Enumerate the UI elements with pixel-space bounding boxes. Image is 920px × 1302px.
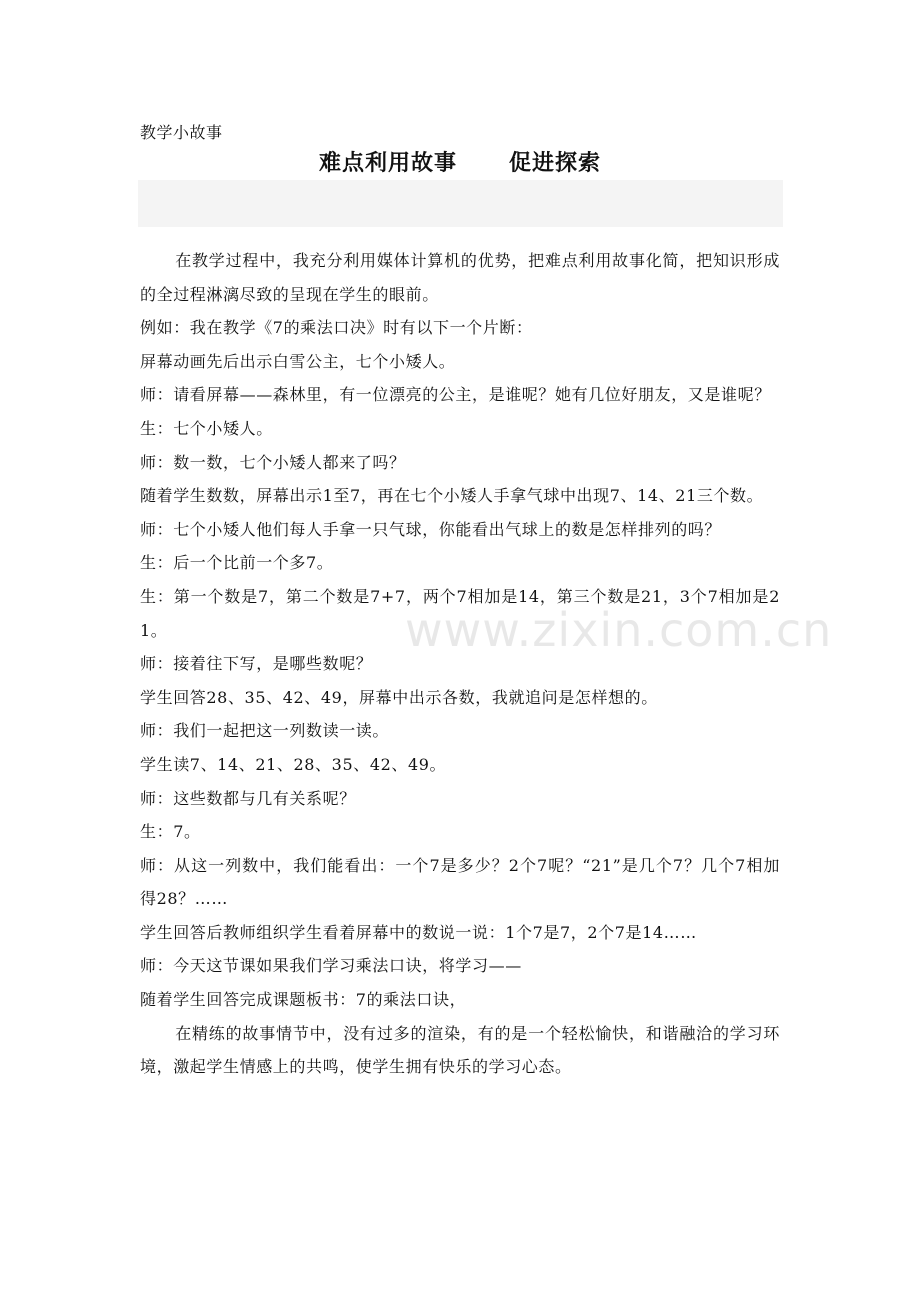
document-category: 教学小故事 bbox=[140, 123, 223, 142]
document-body bbox=[140, 244, 780, 1084]
title-shaded-band bbox=[138, 180, 783, 227]
paragraph: 师：七个小矮人他们每人手拿一只气球，你能看出气球上的数是怎样排列的吗？ bbox=[140, 519, 722, 539]
paragraph: 师：请看屏幕——森林里，有一位漂亮的公主，是谁呢？她有几位好朋友，又是谁呢？ bbox=[140, 385, 771, 405]
paragraph: 师：数一数，七个小矮人都来了吗？ bbox=[140, 452, 406, 472]
paragraph: 生：后一个比前一个多7。 bbox=[140, 553, 334, 573]
paragraph: 师：接着往下写，是哪些数呢？ bbox=[140, 654, 373, 674]
paragraph: 师：我们一起把这一列数读一读。 bbox=[140, 721, 390, 741]
paragraph: 例如：我在教学《7的乘法口决》时有以下一个片断： bbox=[140, 318, 533, 338]
paragraph: 师：今天这节课如果我们学习乘法口诀，将学习—— bbox=[140, 956, 522, 976]
paragraph: 师：从这一列数中，我们能看出：一个7是多少？2个7呢？“21”是几个7？几个7相加得28？…… bbox=[140, 855, 780, 909]
paragraph: 生：7。 bbox=[140, 822, 201, 842]
paragraph: 在教学过程中，我充分利用媒体计算机的优势，把难点利用故事化简，把知识形成的全过程淋漓尽致的呈现在学生的眼前。 bbox=[140, 251, 780, 304]
paragraph: 生：七个小矮人。 bbox=[140, 418, 273, 438]
paragraph: 屏幕动画先后出示白雪公主，七个小矮人。 bbox=[140, 351, 456, 371]
watermark: www.zixin.com.cn bbox=[405, 603, 833, 657]
paragraph: 在精练的故事情节中，没有过多的渲染，有的是一个轻松愉快，和谐融洽的学习环境，激起学生情感上的共鸣，使学生拥有快乐的学习心态。 bbox=[140, 1023, 780, 1077]
paragraph: 学生读7、14、21、28、35、42、49。 bbox=[140, 754, 447, 774]
paragraph: 学生回答后教师组织学生看着屏幕中的数说一说：1个7是7，2个7是14…… bbox=[140, 922, 697, 942]
paragraph: 生：第一个数是7，第二个数是7+7，两个7相加是14，第三个数是21，3个7相加是21。 bbox=[140, 586, 780, 640]
paragraph: 随着学生回答完成课题板书：7的乘法口诀， bbox=[140, 990, 467, 1010]
paragraph: 师：这些数都与几有关系呢？ bbox=[140, 788, 356, 808]
document-title: 难点利用故事 促进探索 bbox=[319, 151, 601, 176]
paragraph: 学生回答28、35、42、49，屏幕中出示各数，我就追问是怎样想的。 bbox=[140, 687, 658, 707]
paragraph: 随着学生数数，屏幕出示1至7，再在七个小矮人手拿气球中出现7、14、21三个数。 bbox=[140, 486, 764, 506]
